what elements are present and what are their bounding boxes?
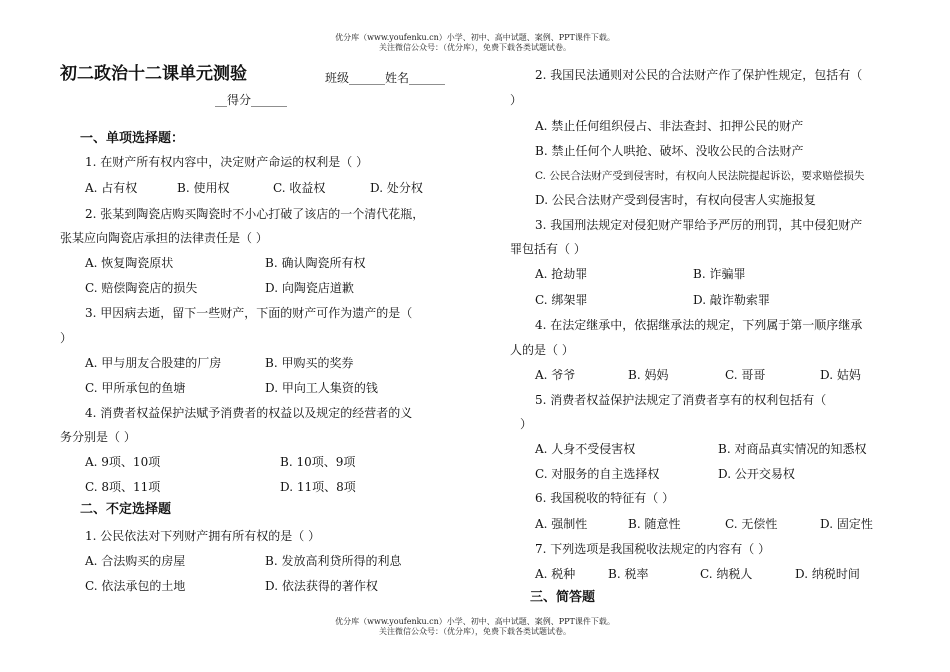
option-a: A. 甲与朋友合股建的厂房 [85,356,222,370]
option-a: A. 合法购买的房屋 [85,554,186,568]
bottom-banner [0,617,950,637]
option-d: D. 11项、8项 [280,480,356,494]
option-b: B. 确认陶瓷所有权 [265,256,366,270]
class-name-field: 班级______姓名______ [325,71,446,85]
option-c: C. 公民合法财产受到侵害时，有权向人民法院提起诉讼，要求赔偿损失 [535,170,865,182]
question-text: 3. 我国刑法规定对侵犯财产罪给予严厉的刑罚，其中侵犯财产 [535,218,863,232]
question-text-continued: 罪包括有（ ） [510,242,586,256]
option-a: A. 人身不受侵害权 [535,442,636,456]
option-d: D. 公开交易权 [718,467,795,481]
option-d: D. 向陶瓷店道歉 [265,281,354,295]
question-text: 2. 张某到陶瓷店购买陶瓷时不小心打破了该店的一个清代花瓶， [85,207,425,221]
option-a: A. 税种 [535,567,576,581]
question-text-continued: 人的是（ ） [510,343,574,357]
option-d: D. 固定性 [820,517,873,531]
question-text: 4. 消费者权益保护法赋予消费者的权益以及规定的经营者的义 [85,406,413,420]
section-heading: 二、不定选择题 [80,502,172,517]
question-text-continued: 务分别是（ ） [60,430,136,444]
option-b: B. 对商品真实情况的知悉权 [718,442,867,456]
question-text: 2. 我国民法通则对公民的合法财产作了保护性规定，包括有（ [535,68,863,82]
option-b: B. 甲购买的奖券 [265,356,354,370]
question-text-continued: ） [510,93,523,107]
section-heading: 一、单项选择题： [80,131,185,146]
option-c: C. 8项、11项 [85,480,161,494]
banner-line-1: 优分库（www.youfenku.cn）小学、初中、高中试题、案例、PPT课件下载。 [335,33,615,42]
option-b: B. 10项、9项 [280,455,356,469]
option-c: C. 收益权 [273,181,326,195]
option-b: B. 使用权 [177,181,230,195]
banner-line-1: 优分库（www.youfenku.cn）小学、初中、高中试题、案例、PPT课件下载。 [335,617,615,626]
option-c: C. 无偿性 [725,517,778,531]
question-text-continued: 张某应向陶瓷店承担的法律责任是（ ） [60,231,268,245]
question-text: 4. 在法定继承中，依据继承法的规定，下列属于第一顺序继承 [535,318,863,332]
option-d: D. 依法获得的著作权 [265,579,378,593]
option-a: A. 占有权 [85,181,138,195]
score-field: __得分______ [215,93,288,107]
question-text: 7. 下列选项是我国税收法规定的内容有（ ） [535,542,771,556]
option-c: C. 纳税人 [700,567,753,581]
page-title: 初二政治十二课单元测验 [60,64,247,84]
option-b: B. 禁止任何个人哄抢、破坏、没收公民的合法财产 [535,144,804,158]
option-b: B. 妈妈 [628,368,669,382]
banner-line-2: 关注微信公众号：（优分库），免费下载各类试题试卷。 [379,627,571,636]
option-c: C. 依法承包的土地 [85,579,186,593]
option-c: C. 甲所承包的鱼塘 [85,381,186,395]
option-c: C. 绑架罪 [535,293,588,307]
option-c: C. 对服务的自主选择权 [535,467,660,481]
option-a: A. 强制性 [535,517,588,531]
option-a: A. 恢复陶瓷原状 [85,256,174,270]
option-b: B. 税率 [608,567,649,581]
option-b: B. 随意性 [628,517,681,531]
option-a: A. 禁止任何组织侵占、非法查封、扣押公民的财产 [535,119,804,133]
question-text: 1. 公民依法对下列财产拥有所有权的是（ ） [85,529,321,543]
option-d: D. 姑妈 [820,368,861,382]
option-b: B. 诈骗罪 [693,267,746,281]
option-c: C. 赔偿陶瓷店的损失 [85,281,198,295]
question-text-continued: ） [520,417,533,431]
option-d: D. 甲向工人集资的钱 [265,381,378,395]
option-d: D. 敲诈勒索罪 [693,293,770,307]
option-a: A. 9项、10项 [85,455,161,469]
section-heading: 三、简答题 [530,590,596,605]
question-text: 1. 在财产所有权内容中，决定财产命运的权利是（ ） [85,155,369,169]
option-a: A. 爷爷 [535,368,576,382]
option-c: C. 哥哥 [725,368,766,382]
option-d: D. 公民合法财产受到侵害时，有权向侵害人实施报复 [535,193,816,207]
question-text: 3. 甲因病去逝，留下一些财产，下面的财产可作为遗产的是（ [85,306,413,320]
option-b: B. 发放高利贷所得的利息 [265,554,402,568]
question-text: 6. 我国税收的特征有（ ） [535,491,675,505]
banner-line-2: 关注微信公众号：（优分库），免费下载各类试题试卷。 [379,43,571,52]
question-text: 5. 消费者权益保护法规定了消费者享有的权利包括有（ [535,393,827,407]
option-d: D. 纳税时间 [795,567,860,581]
question-text-continued: ） [60,331,73,345]
option-d: D. 处分权 [370,181,423,195]
option-a: A. 抢劫罪 [535,267,588,281]
top-banner [0,33,950,53]
